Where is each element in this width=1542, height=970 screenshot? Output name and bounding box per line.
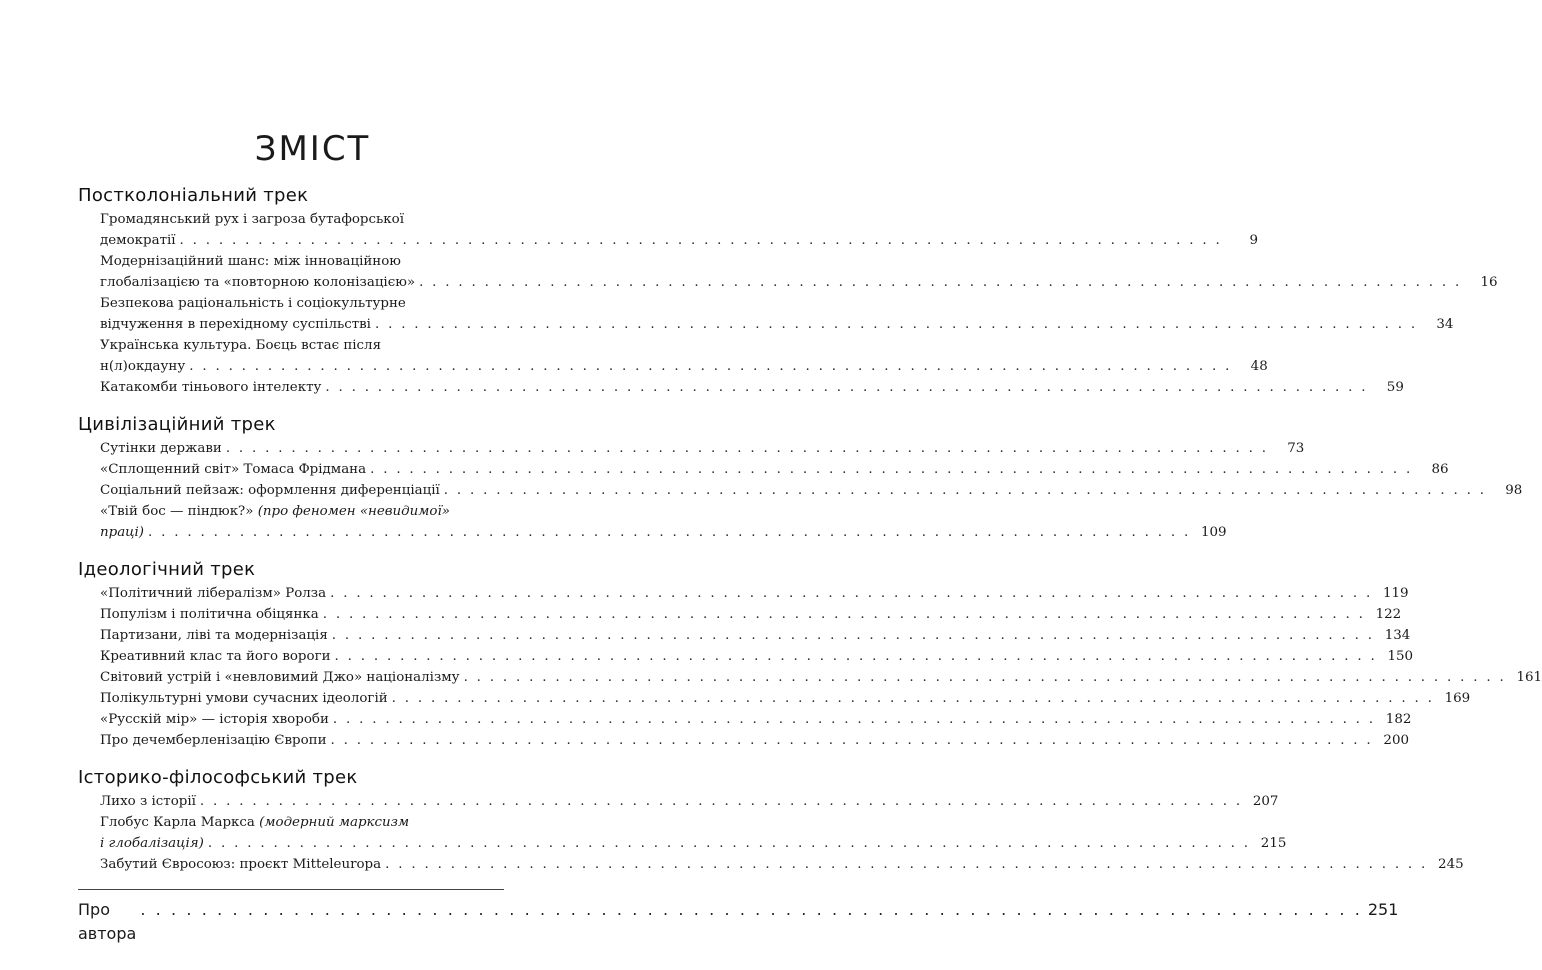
- entry-title: глобалізацією та «повторною колонізацією»: [100, 275, 416, 290]
- entry-subtitle: (про феномен «невидимої»: [253, 504, 450, 519]
- toc-entry[interactable]: [100, 854, 1464, 875]
- leader-dots: . . . . . . . . . . . . . . . . . . . . . . . . . . . . . . . . . . . . . . . . . . . . . . . . . . . . . . . . . . . . . . . . . . . . . . . . . . . . . . . .: [225, 441, 1269, 456]
- toc-entry-about[interactable]: [78, 898, 1399, 943]
- page-number: 59: [1386, 380, 1404, 395]
- page-number: 98: [1505, 483, 1523, 498]
- leader-dots: . . . . . . . . . . . . . . . . . . . . . . . . . . . . . . . . . . . . . . . . . . . . . . . . . . . . . . . . . . . . . . . . . . . . . . . . . . . . . . . .: [325, 380, 1368, 395]
- entry-title-line: Громадянський рух і загроза бутафорської: [100, 212, 405, 227]
- page-number: 34: [1436, 317, 1454, 332]
- leader-dots: . . . . . . . . . . . . . . . . . . . . . . . . . . . . . . . . . . . . . . . . . . . . . . . . . . . . . . . . . . . . . . . . . . . . . . . . . . . . . . . .: [330, 586, 1373, 601]
- toc-section: [78, 412, 1523, 543]
- section-title: Ідеологічний трек: [78, 559, 256, 580]
- toc-entry[interactable]: [100, 293, 1454, 335]
- entry-last-line: [100, 730, 1409, 751]
- entry-title: н(л)окдауну: [100, 359, 186, 374]
- page-number: 251: [1367, 900, 1399, 919]
- entry-title-line: Українська культура. Боєць встає після: [100, 338, 382, 353]
- page-number: 109: [1200, 525, 1227, 540]
- entry-title-line: Безпекова раціональність і соціокультурне: [100, 296, 406, 311]
- leader-dots: . . . . . . . . . . . . . . . . . . . . . . . . . . . . . . . . . . . . . . . . . . . . . . . . . . . . . . . . . . . . . . . . . . . . . . . . . . . . . . . .: [189, 359, 1232, 374]
- entry-last-line: [100, 356, 1268, 377]
- leader-dots: . . . . . . . . . . . . . . . . . . . . . . . . . . . . . . . . . . . . . . . . . . . . . . . . . . . . . . . . . . . . . . . . . . . . . . . . . . . . . . . .: [330, 733, 1373, 748]
- page-number: 161: [1516, 670, 1542, 685]
- entry-title: Сутінки держави: [100, 441, 222, 456]
- page-number: 200: [1383, 733, 1409, 748]
- page-number: 245: [1438, 857, 1464, 872]
- entry-subtitle-cont: і глобалізація): [100, 836, 204, 851]
- leader-dots: . . . . . . . . . . . . . . . . . . . . . . . . . . . . . . . . . . . . . . . . . . . . . . . . . . . . . . . . . . . . . . . . . . . . . . . . . . . . . . . .: [443, 483, 1487, 498]
- toc-entry[interactable]: [100, 812, 1287, 854]
- entry-last-line: [100, 272, 1498, 293]
- toc-entry[interactable]: [100, 688, 1471, 709]
- page-number: 48: [1250, 359, 1268, 374]
- entry-last-line: [100, 646, 1413, 667]
- entry-title: Глобус Карла Маркса: [100, 815, 255, 830]
- leader-dots: . . . . . . . . . . . . . . . . . . . . . . . . . . . . . . . . . . . . . . . . . . . . . . . . . . . . . . . . . . . . . . . . . . . . . . . . . . . . . . . .: [463, 670, 1507, 685]
- about-label: Про автора: [78, 900, 137, 943]
- entry-title: Креативний клас та його вороги: [100, 649, 331, 664]
- page-number: 122: [1375, 607, 1402, 622]
- entry-last-line: [100, 230, 1259, 251]
- toc-section: [78, 183, 1498, 398]
- section-title: Історико-філософський трек: [78, 767, 358, 788]
- entry-last-line: [100, 522, 1227, 543]
- page-title: ЗМІСТ: [254, 129, 371, 169]
- leader-dots: . . . . . . . . . . . . . . . . . . . . . . . . . . . . . . . . . . . . . . . . . . . . . . . . . . . . . . . . . . . . . . . . . . . . . . . . . . . . . . . .: [148, 525, 1191, 540]
- toc-entry[interactable]: [100, 501, 1227, 543]
- leader-dots: . . . . . . . . . . . . . . . . . . . . . . . . . . . . . . . . . . . . . . . . . . . . . . . . . . . . . . . . . . . . . . . . . . . . . . . . . . . . . . . .: [334, 649, 1377, 664]
- leader-dots: . . . . . . . . . . . . . . . . . . . . . . . . . . . . . . . . . . . . . . . . . . . . . . . . . . . . . . . . . . . . . . . . . . . . . . . . . . . . . . . .: [419, 275, 1462, 290]
- toc-entry[interactable]: [100, 459, 1449, 480]
- leader-dots: . . . . . . . . . . . . . . . . . . . . . . . . . . . . . . . . . . . . . . . . . . . . . . . . . . . . . . . . . . . . . . . . . . . . . . . . . . . . . . . .: [332, 712, 1376, 727]
- toc-entry[interactable]: [100, 625, 1411, 646]
- section-title: Цивілізаційний трек: [78, 414, 276, 435]
- entry-title: Про дечемберленізацію Європи: [100, 733, 327, 748]
- page-number: 169: [1444, 691, 1471, 706]
- entry-title: Популізм і політична обіцянка: [100, 607, 319, 622]
- entry-title: Соціальний пейзаж: оформлення диференціації: [100, 483, 440, 498]
- leader-dots: . . . . . . . . . . . . . . . . . . . . . . . . . . . . . . . . . . . . . . . . . . . . . . . . . . . . . . . . . . . . . . . . . . . . . . . . . . . . . . . .: [207, 836, 1251, 851]
- entry-last-line: [100, 459, 1449, 480]
- entry-title: Катакомби тіньового інтелекту: [100, 380, 322, 395]
- entry-last-line: [100, 854, 1464, 875]
- entry-title: відчуження в перехідному суспільстві: [100, 317, 371, 332]
- toc-entry[interactable]: [100, 604, 1402, 625]
- entry-last-line: [100, 583, 1409, 604]
- entry-subtitle-cont: праці): [100, 525, 145, 540]
- entry-last-line: [100, 833, 1287, 854]
- page-number: 207: [1252, 794, 1279, 809]
- page-number: 150: [1387, 649, 1413, 664]
- leader-dots: . . . . . . . . . . . . . . . . . . . . . . . . . . . . . . . . . . . . . . . . . . . . . . . . . . . . . . . . . . . . . . . . . . . . . . . . . . . . . . . .: [179, 233, 1223, 248]
- toc-entry[interactable]: [100, 438, 1305, 459]
- entry-title: «Сплощенний світ» Томаса Фрідмана: [100, 462, 367, 477]
- entry-last-line: [100, 480, 1523, 501]
- leader-dots: . . . . . . . . . . . . . . . . . . . . . . . . . . . . . . . . . . . . . . . . . . . . . . . . . . . . . . . . . . . . . . . . . . . . . . . . . . . . . . . .: [331, 628, 1375, 643]
- toc-entry[interactable]: [100, 583, 1409, 604]
- entry-title: Полікультурні умови сучасних ідеологій: [100, 691, 388, 706]
- entry-last-line: [100, 709, 1412, 730]
- entry-last-line: [100, 377, 1404, 398]
- entry-title-line: Модернізаційний шанс: між інноваційною: [100, 254, 401, 269]
- entry-title: демократії: [100, 233, 176, 248]
- toc-entry[interactable]: [100, 480, 1523, 501]
- entry-last-line: [100, 438, 1305, 459]
- entry-title: Лихо з історії: [100, 794, 196, 809]
- leader-dots: . . . . . . . . . . . . . . . . . . . . . . . . . . . . . . . . . . . . . . . . . . . . . . . . . . . . . . . . . . . . . . . . . . . . . . . . . . . . . . . .: [370, 462, 1413, 477]
- toc-entry[interactable]: [100, 730, 1409, 751]
- page-number: 16: [1480, 275, 1498, 290]
- entry-title-line: [100, 501, 504, 522]
- page-number: 9: [1249, 233, 1259, 248]
- entry-subtitle: (модерний марксизм: [254, 815, 410, 830]
- leader-dots: . . . . . . . . . . . . . . . . . . . . . . . . . . . . . . . . . . . . . . . . . . . . . . . . . . . . . . . . . . . . . . . . . . . . . . . . . . . . . . . .: [391, 691, 1435, 706]
- toc-section: [78, 765, 1464, 875]
- toc-entry[interactable]: [100, 667, 1542, 688]
- entry-title: «Політичний лібералізм» Ролза: [100, 586, 327, 601]
- section-title: Постколоніальний трек: [78, 185, 309, 206]
- entry-last-line: [100, 625, 1411, 646]
- toc-section: [78, 557, 1542, 751]
- entry-title: Світовий устрій і «невловимий Джо» націоналізму: [100, 670, 460, 685]
- entry-last-line: [100, 688, 1471, 709]
- entry-last-line: [100, 791, 1279, 812]
- entry-title: «Твій бос — піндюк?»: [100, 504, 254, 519]
- entry-title: «Русскій мір» — історія хвороби: [100, 712, 329, 727]
- leader-dots: . . . . . . . . . . . . . . . . . . . . . . . . . . . . . . . . . . . . . . . . . . . . . . . . . . . . . . . . . . . . . . . . . . . . . . . . . . . . . . . .: [199, 794, 1243, 809]
- entry-title-line: [100, 812, 504, 833]
- toc-entry[interactable]: [100, 709, 1412, 730]
- page-number: 182: [1385, 712, 1412, 727]
- entry-last-line: [100, 667, 1542, 688]
- page-number: 215: [1260, 836, 1287, 851]
- toc-entry[interactable]: [100, 791, 1279, 812]
- table-of-contents: [78, 183, 1542, 943]
- toc-entry[interactable]: [100, 251, 1498, 293]
- entry-last-line: [100, 604, 1402, 625]
- entry-title: Забутий Євросоюз: проєкт Mitteleuropa: [100, 857, 382, 872]
- toc-entry[interactable]: [100, 335, 1268, 377]
- page-number: 119: [1383, 586, 1409, 601]
- leader-dots: . . . . . . . . . . . . . . . . . . . . . . . . . . . . . . . . . . . . . . . . . . . . . . . . . . . . . . . . . . . . . . . . . . . . . . . . . . . . . . . .: [322, 607, 1366, 622]
- page-number: 86: [1431, 462, 1449, 477]
- toc-entry[interactable]: [100, 377, 1404, 398]
- entry-title: Партизани, ліві та модернізація: [100, 628, 328, 643]
- toc-entry[interactable]: [100, 646, 1413, 667]
- entry-last-line: [100, 314, 1454, 335]
- leader-dots: . . . . . . . . . . . . . . . . . . . . . . . . . . . . . . . . . . . . . . . . . . . . . . . . . . . . . . . . . . . . . . . . . . . . . . . . . . . . . . . .: [385, 857, 1428, 872]
- toc-entry[interactable]: [100, 209, 1259, 251]
- leader-dots: . . . . . . . . . . . . . . . . . . . . . . . . . . . . . . . . . . . . . . . . . . . . . . . . . . . . . . . . . . . . . . . . . . . . . . . . . . . . . . . .: [374, 317, 1418, 332]
- section-divider: [78, 889, 504, 890]
- page-number: 134: [1384, 628, 1411, 643]
- leader-dots: . . . . . . . . . . . . . . . . . . . . . . . . . . . . . . . . . . . . . . . . . . . . . . . . . . . . . . . . . . . . . . . . . . . . . . . . . . . . . . . .: [140, 900, 1363, 919]
- page-number: 73: [1287, 441, 1305, 456]
